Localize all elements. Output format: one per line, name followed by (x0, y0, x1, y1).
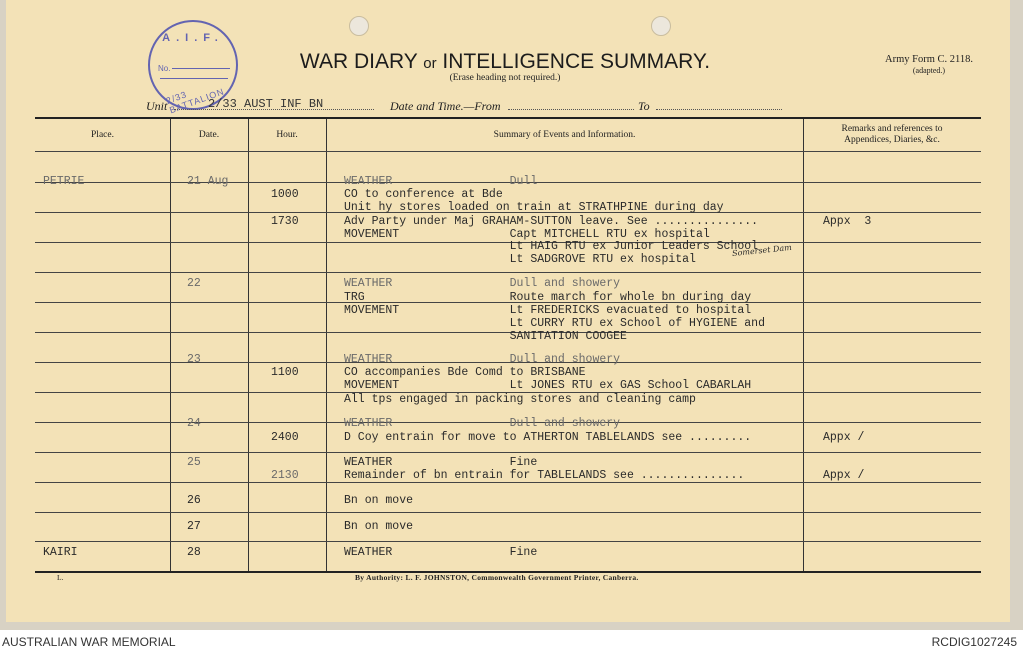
entry-summary: MOVEMENT Lt FREDERICKS evacuated to hospital (344, 304, 752, 317)
title-main: WAR DIARY (299, 50, 418, 73)
title-or: or (423, 55, 437, 72)
date-to-label: To (638, 99, 650, 113)
column-header-summary: Summary of Events and Information. (493, 129, 636, 140)
column-header-place: Place. (91, 129, 114, 140)
entry-summary: Lt CURRY RTU ex School of HYGIENE and (344, 317, 765, 330)
entry-summary: WEATHER Fine (344, 456, 538, 469)
entry-summary: SANITATION COOGEE (344, 330, 627, 343)
row-rule (35, 151, 981, 152)
stamp-no-text: No. (158, 64, 171, 73)
entry-place: KAIRI (43, 546, 78, 559)
entry-summary: MOVEMENT Capt MITCHELL RTU ex hospital (344, 228, 710, 241)
entry-date: 23 (187, 353, 201, 366)
punch-hole-right (651, 16, 671, 36)
footer-page-mark: L. (57, 573, 64, 582)
entry-summary: Lt SADGROVE RTU ex hospital (344, 253, 696, 266)
archive-record-id: RCDIG1027245 (931, 635, 1017, 649)
column-header-hour: Hour. (276, 129, 298, 140)
entry-date: 26 (187, 494, 201, 507)
date-to-dots (656, 98, 782, 110)
page-subtitle: (Erase heading not required.) (449, 73, 561, 83)
entry-summary: Bn on move (344, 520, 414, 533)
remarks-header-line-1: Remarks and references to (841, 124, 943, 134)
entry-remarks: Appx 3 (823, 215, 872, 228)
entry-date: 27 (187, 520, 201, 533)
entry-hour: 1100 (271, 366, 299, 379)
entry-summary: TRG Route march for whole bn during day (344, 291, 752, 304)
footer-authority: By Authority: L. F. JOHNSTON, Commonwealth Government Printer, Canberra. (355, 573, 639, 582)
entry-summary: WEATHER Dull (344, 175, 538, 188)
entry-date: 21 Aug (187, 175, 229, 188)
remarks-header-line-2: Appendices, Diaries, &c. (844, 135, 940, 145)
column-divider (803, 119, 804, 571)
entry-summary: Remainder of bn entrain for TABLELANDS see ............... (344, 469, 745, 482)
stamp-line (172, 68, 230, 69)
entry-summary: Unit hy stores loaded on train at STRATHPINE during day (344, 201, 724, 214)
entry-summary: WEATHER Fine (344, 546, 538, 559)
stamp-bottom-text: 2/33 BATTALION (164, 86, 226, 116)
entry-hour: 2400 (271, 431, 299, 444)
unit-label: Unit (146, 99, 168, 113)
stamp-top-text: A.I.F. (162, 32, 224, 44)
entry-summary: All tps engaged in packing stores and cleaning camp (344, 393, 696, 406)
diary-table (35, 117, 981, 573)
entry-date: 24 (187, 417, 201, 430)
entry-summary: Adv Party under Maj GRAHAM-SUTTON leave. See ............... (344, 215, 759, 228)
row-rule (35, 272, 981, 273)
row-rule (35, 482, 981, 483)
entry-summary: MOVEMENT Lt JONES RTU ex GAS School CABARLAH (344, 379, 752, 392)
row-rule (35, 452, 981, 453)
entry-summary: D Coy entrain for move to ATHERTON TABLELANDS see ......... (344, 431, 752, 444)
entry-summary: WEATHER Dull and showery (344, 277, 621, 290)
form-note: (adapted.) (912, 66, 946, 75)
date-from-dots (508, 98, 634, 110)
entry-summary: Bn on move (344, 494, 414, 507)
form-id-block (876, 54, 982, 76)
entry-date: 22 (187, 277, 201, 290)
entry-summary: WEATHER Dull and showery (344, 417, 621, 430)
handwritten-note: Somerset Dam (731, 242, 793, 259)
form-id: Army Form C. 2118. (885, 54, 973, 65)
column-divider (170, 119, 171, 571)
row-rule (35, 512, 981, 513)
entry-date: 28 (187, 546, 201, 559)
entry-summary: CO to conference at Bde (344, 188, 503, 201)
unit-value: 2/33 AUST INF BN (208, 97, 324, 111)
column-header-remarks (803, 119, 981, 151)
entry-remarks: Appx / (823, 469, 865, 482)
entry-summary: Lt HAIG RTU ex Junior Leaders School (344, 240, 759, 253)
column-header-date: Date. (198, 129, 220, 140)
punch-hole-left (349, 16, 369, 36)
entry-summary: WEATHER Dull and showery (344, 353, 621, 366)
column-divider (248, 119, 249, 571)
unit-line (146, 96, 786, 116)
entry-place: PETRIE (43, 175, 85, 188)
row-rule (35, 541, 981, 542)
title-rest: INTELLIGENCE SUMMARY. (442, 50, 711, 73)
entry-summary: CO accompanies Bde Comd to BRISBANE (344, 366, 586, 379)
entry-date: 25 (187, 456, 201, 469)
archive-bar (0, 630, 1023, 652)
entry-hour: 2130 (271, 469, 299, 482)
date-from-label: Date and Time.—From (390, 99, 501, 113)
entry-hour: 1730 (271, 215, 299, 228)
entry-hour: 1000 (271, 188, 299, 201)
archive-name: AUSTRALIAN WAR MEMORIAL (2, 635, 176, 649)
entry-remarks: Appx / (823, 431, 865, 444)
page-title (290, 50, 720, 74)
column-divider (326, 119, 327, 571)
